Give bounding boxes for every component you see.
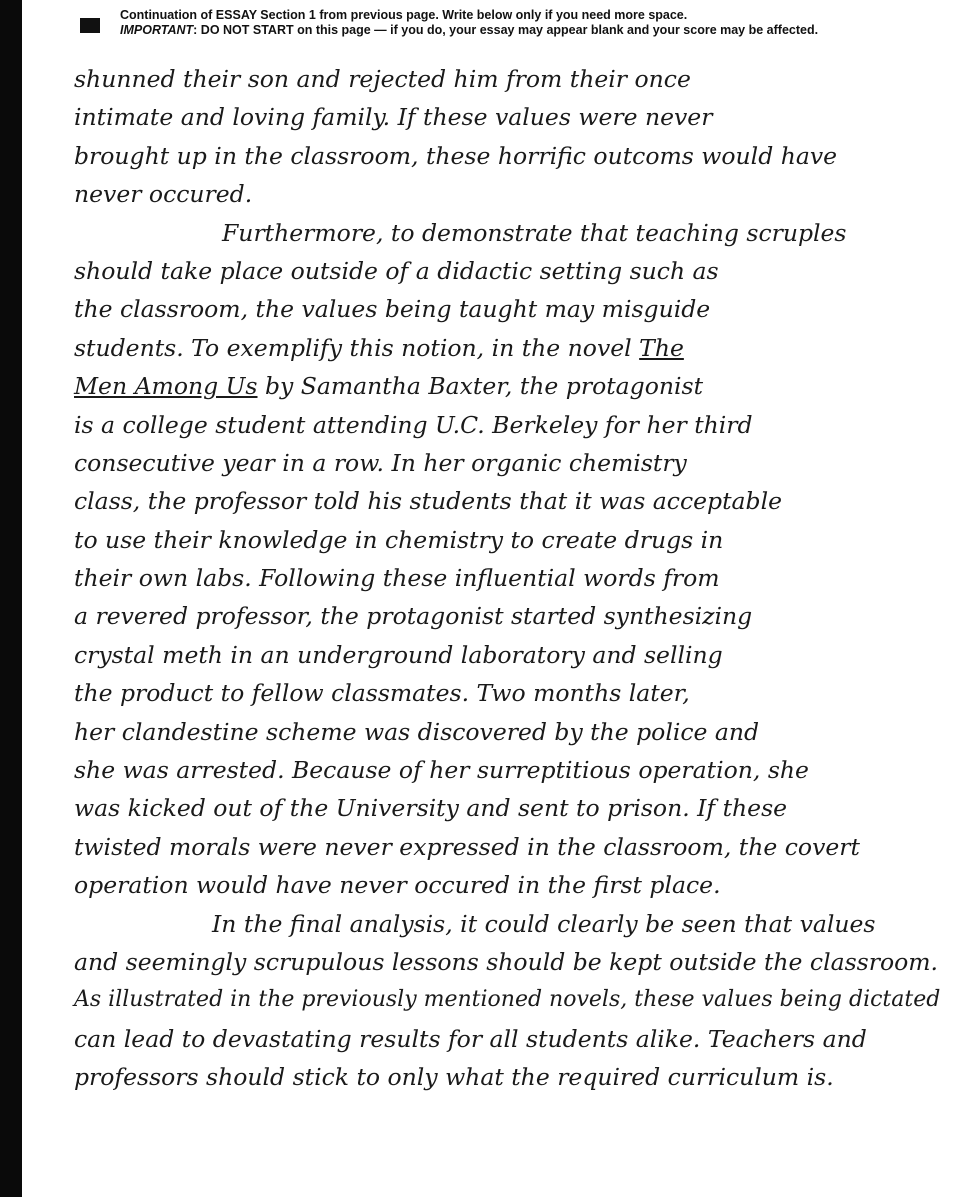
essay-line: operation would have never occured in the first place.	[74, 871, 721, 900]
essay-line-text: by Samantha Baxter, the protagonist	[264, 372, 704, 401]
essay-line	[74, 367, 944, 405]
novel-title-part2: Men Among Us	[74, 372, 258, 401]
essay-line: to use their knowledge in chemistry to create drugs in	[74, 525, 724, 554]
essay-line: crystal meth in an underground laboratory and selling	[74, 640, 723, 669]
essay-line: class, the professor told his students that it was acceptable	[74, 487, 782, 516]
essay-line: professors should stick to only what the required curriculum is.	[74, 1063, 834, 1092]
essay-line: Furthermore, to demonstrate that teaching scruples	[222, 218, 847, 247]
essay-line: and seemingly scrupulous lessons should be kept outside the classroom.	[74, 947, 939, 976]
registration-mark	[80, 18, 100, 33]
essay-line-text: students. To exemplify this notion, in the novel	[74, 333, 632, 362]
novel-title-part1: The	[639, 333, 684, 362]
header-warning-text: : DO NOT START on this page — if you do, your essay may appear blank and your score may be affected.	[193, 23, 819, 37]
header-warning	[120, 23, 950, 38]
essay-body	[74, 60, 944, 1097]
scan-edge-bar	[0, 0, 22, 1197]
header-continuation-note: Continuation of ESSAY Section 1 from previous page. Write below only if you need more space.	[120, 8, 688, 22]
essay-line: intimate and loving family. If these values were never	[74, 103, 713, 132]
essay-line: her clandestine scheme was discovered by the police and	[74, 717, 760, 746]
essay-line: is a college student attending U.C. Berkeley for her third	[74, 410, 753, 439]
header-important-label: IMPORTANT	[120, 23, 194, 37]
essay-line: As illustrated in the previously mentioned novels, these values being dictated	[74, 987, 941, 1013]
essay-line: the product to fellow classmates. Two months later,	[74, 679, 690, 708]
essay-line: was kicked out of the University and sent to prison. If these	[74, 794, 788, 823]
essay-line: can lead to devastating results for all students alike. Teachers and	[74, 1024, 867, 1053]
essay-line: twisted morals were never expressed in the classroom, the covert	[74, 832, 860, 861]
page-header	[120, 8, 950, 38]
essay-line: a revered professor, the protagonist started synthesizing	[74, 602, 753, 631]
essay-line: shunned their son and rejected him from their once	[74, 65, 691, 93]
essay-line: never occured.	[74, 180, 253, 209]
essay-line: should take place outside of a didactic setting such as	[74, 256, 719, 285]
essay-line: she was arrested. Because of her surreptitious operation, she	[74, 756, 809, 785]
essay-line: their own labs. Following these influential words from	[74, 564, 720, 593]
essay-line: brought up in the classroom, these horrific outcoms would have	[74, 141, 838, 170]
essay-line: consecutive year in a row. In her organic chemistry	[74, 448, 687, 477]
essay-line: In the final analysis, it could clearly be seen that values	[212, 909, 876, 938]
essay-line	[74, 329, 944, 367]
essay-line: the classroom, the values being taught may misguide	[74, 295, 711, 324]
